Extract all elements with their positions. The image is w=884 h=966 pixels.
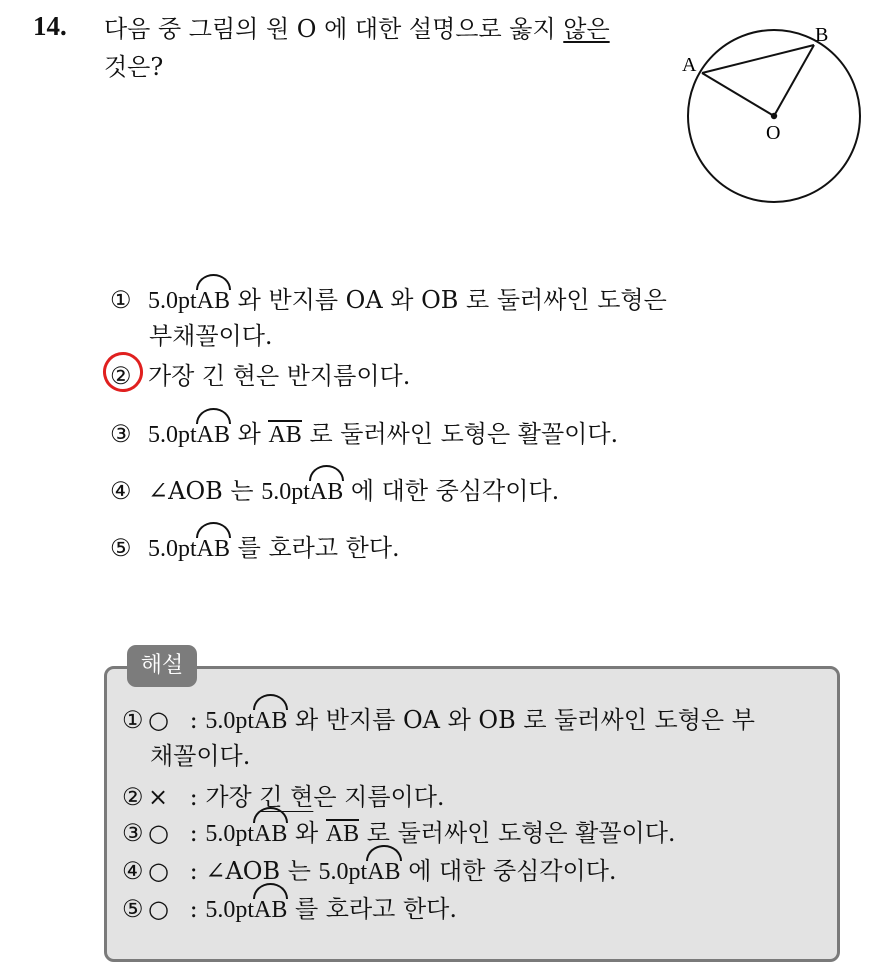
segment-ab: AB (325, 821, 360, 847)
choice-5[interactable]: ⑤ 5.0ptAB 를 호라고 한다. (110, 530, 400, 567)
verdict-cross: × (148, 783, 169, 811)
segment-ab: AB (268, 422, 302, 448)
choice-2[interactable]: ② 가장 긴 현은 반지름이다. (110, 358, 410, 394)
verdict-circle: ○ (148, 706, 169, 734)
solution-line-1-continuation: 채꼴이다. (150, 742, 251, 770)
question-text-line1: 다음 중 그림의 원 O 에 대한 설명으로 옳지 (104, 15, 564, 43)
arc-ab: AB (310, 474, 343, 510)
choice-number: ① (110, 286, 132, 314)
arc-ab: AB (197, 531, 230, 567)
label-b: B (815, 24, 829, 46)
solution-label: 해설 (127, 645, 197, 687)
arc-ab: AB (254, 892, 287, 928)
choice-number: ④ (110, 477, 132, 505)
solution-line-2: ② × : 가장 긴 현은 지름이다. (122, 779, 445, 815)
solution-line-3: ③ ○ : 5.0ptAB 와 AB 로 둘러싸인 도형은 활꼴이다. (122, 815, 676, 852)
arc-ab: AB (367, 854, 400, 890)
choice-3[interactable]: ③ 5.0ptAB 와 AB 로 둘러싸인 도형은 활꼴이다. (110, 416, 618, 453)
choice-number: ② (110, 362, 132, 390)
arc-ab: AB (254, 816, 287, 852)
question-number: 14. (33, 11, 67, 41)
question-underlined-word: 않은 (563, 15, 610, 43)
radius-ob (774, 45, 814, 116)
radius-oa (702, 73, 774, 116)
arc-ab: AB (197, 417, 230, 453)
arc-ab: AB (254, 703, 287, 739)
question-text (104, 10, 664, 86)
verdict-circle: ○ (148, 857, 169, 885)
solution-line-4: ④ ○ : ∠AOB 는 5.0ptAB 에 대한 중심각이다. (122, 853, 617, 890)
question-text-line2: 것은? (104, 53, 164, 81)
label-o: O (766, 122, 781, 144)
choice-1[interactable]: ① 5.0ptAB 와 반지름 OA 와 OB 로 둘러싸인 도형은 (110, 282, 667, 319)
arc-ab: AB (197, 283, 230, 319)
center-point (771, 113, 777, 119)
verdict-circle: ○ (148, 895, 169, 923)
label-a: A (682, 54, 697, 76)
choice-number: ③ (110, 420, 132, 448)
choice-1-continuation: 부채꼴이다. (149, 322, 273, 350)
choice-4[interactable]: ④ ∠AOB 는 5.0ptAB 에 대한 중심각이다. (110, 473, 559, 510)
solution-line-1: ① ○ : 5.0ptAB 와 반지름 OA 와 OB 로 둘러싸인 도형은 부 (122, 702, 755, 739)
circle-figure (672, 14, 872, 209)
solution-line-5: ⑤ ○ : 5.0ptAB 를 호라고 한다. (122, 891, 457, 928)
verdict-circle: ○ (148, 819, 169, 847)
choice-number: ⑤ (110, 534, 132, 562)
